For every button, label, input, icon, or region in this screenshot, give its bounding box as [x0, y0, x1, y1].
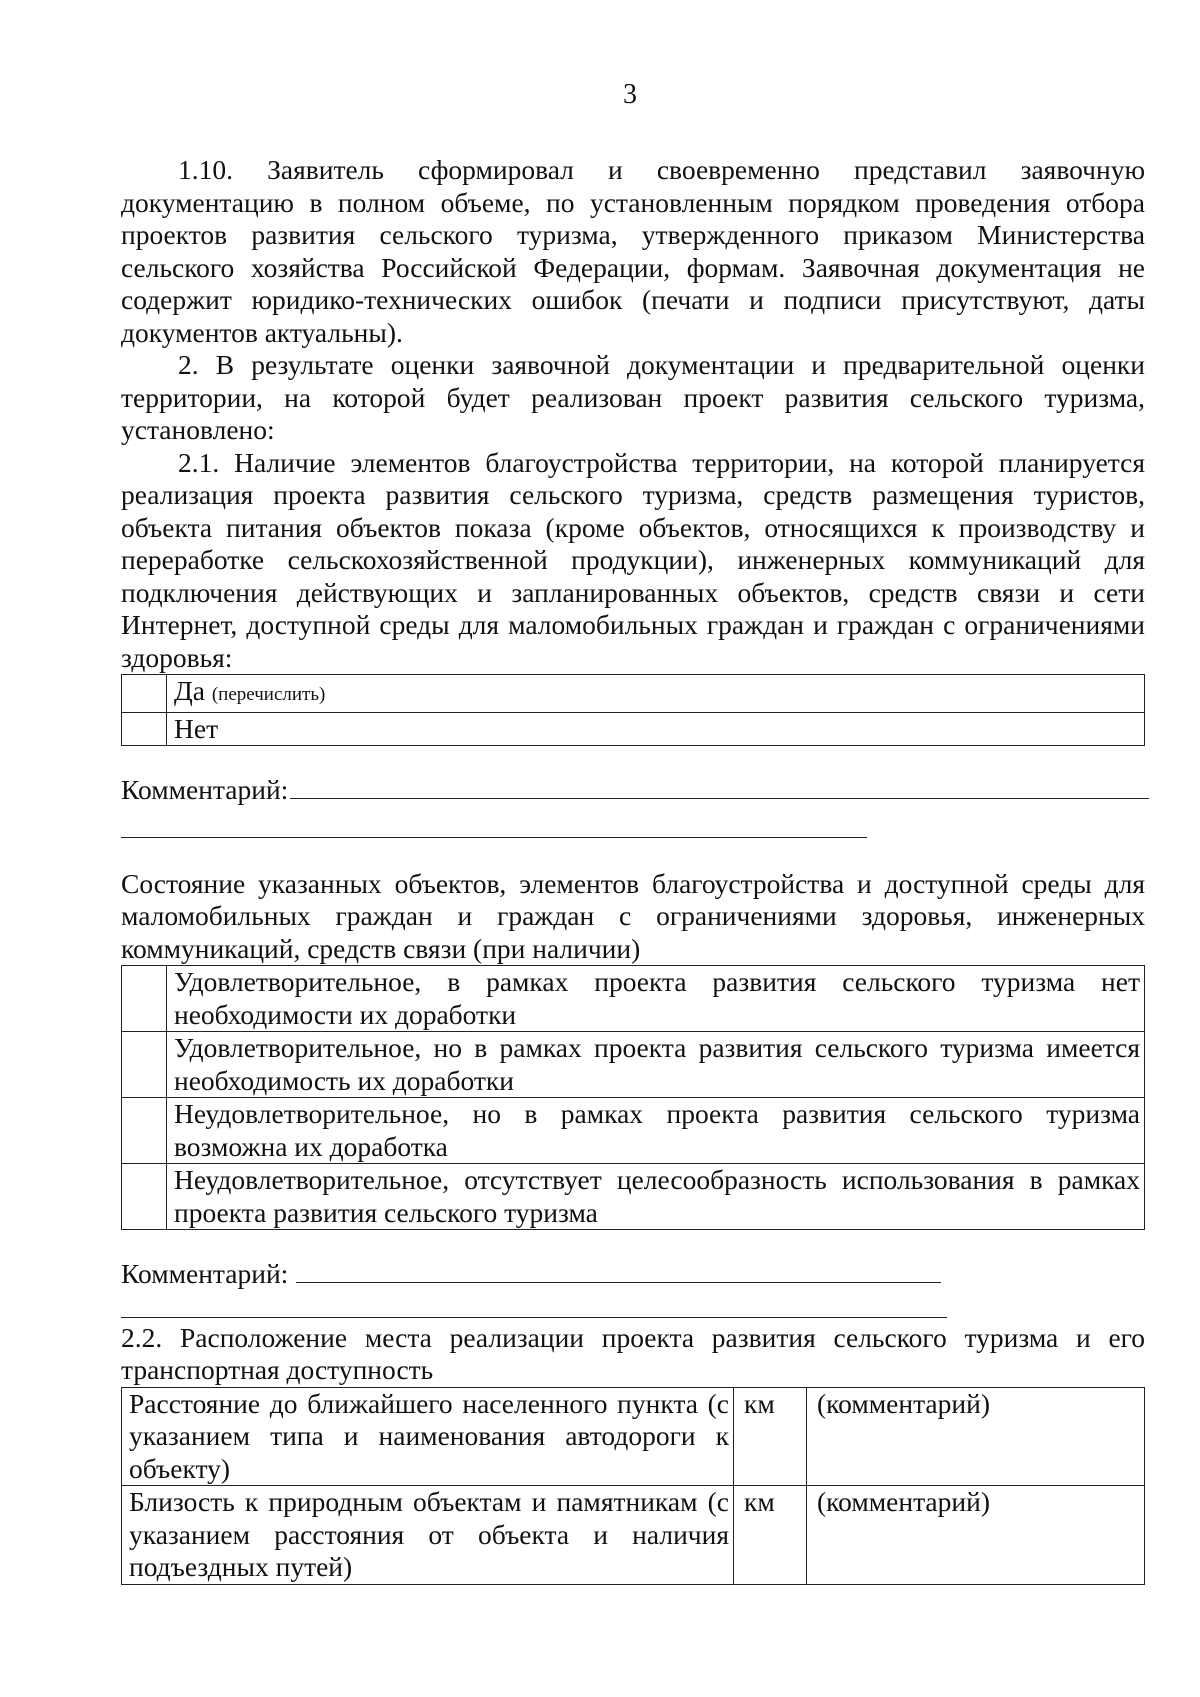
comment-label: Комментарий:: [121, 774, 289, 805]
comment-input-line[interactable]: [290, 774, 1149, 799]
table-row: [122, 966, 1145, 1032]
location-criterion: Расстояние до ближайшего населенного пункта (с указанием типа и наименования автодороги к объекту): [122, 1387, 734, 1486]
comment-cell[interactable]: (комментарий): [807, 1387, 1145, 1486]
state-option: Удовлетворительное, в рамках проекта развития сельского туризма нет необходимости их доработки: [167, 966, 1145, 1032]
comment-continuation-line[interactable]: [121, 807, 867, 838]
table-row: [122, 712, 1145, 746]
page-number: 3: [623, 79, 637, 110]
table-row: [122, 1098, 1145, 1164]
comment-field-1: [121, 774, 1145, 807]
comment-field-2: [121, 1258, 941, 1291]
option-yes: Да (перечислить): [167, 675, 1145, 713]
availability-table: [121, 674, 1145, 746]
checkbox-cell-yes[interactable]: [122, 675, 167, 713]
table-row: [122, 675, 1145, 713]
checkbox-cell-no[interactable]: [122, 712, 167, 746]
location-table: [121, 1387, 1145, 1585]
location-criterion: Близость к природным объектам и памятникам (с указанием расстояния от объекта и наличия подъездных путей): [122, 1486, 734, 1585]
checkbox-cell[interactable]: [122, 1164, 167, 1230]
checkbox-cell[interactable]: [122, 1098, 167, 1164]
comment-label: Комментарий:: [121, 1258, 289, 1289]
table-row: [122, 1032, 1145, 1098]
state-option: Удовлетворительное, но в рамках проекта развития сельского туризма имеется необходимость их доработки: [167, 1032, 1145, 1098]
paragraph-2: 2. В результате оценки заявочной документации и предварительной оценки территории, на которой будет реализован проект развития сельского туризма, установлено:: [121, 349, 1145, 445]
checkbox-cell[interactable]: [122, 966, 167, 1032]
option-no: Нет: [167, 712, 1145, 746]
paragraph-1-10: 1.10. Заявитель сформировал и своевременно представил заявочную документацию в полном объеме, по установленным порядком проведения отбора проектов развития сельского туризма, утвержденного приказом Министерства сельского хозяйства Российской Федерации, формам. Заявочная документация не содержит юридико-технических ошибок (печати и подписи присутствуют, даты документов актуальны).: [121, 154, 1145, 348]
table-row: [122, 1164, 1145, 1230]
comment-continuation-line[interactable]: [121, 1291, 947, 1318]
state-table: [121, 965, 1145, 1230]
comment-input-line[interactable]: [296, 1258, 941, 1283]
state-option: Неудовлетворительное, но в рамках проекта развития сельского туризма возможна их доработка: [167, 1098, 1145, 1164]
paragraph-state: Состояние указанных объектов, элементов благоустройства и доступной среды для маломобильных граждан и граждан с ограничениями здоровья, инженерных коммуникаций, средств связи (при наличии): [121, 867, 1145, 964]
table-row: [122, 1387, 1145, 1486]
state-option: Неудовлетворительное, отсутствует целесообразность использования в рамках проекта развития сельского туризма: [167, 1164, 1145, 1230]
checkbox-cell[interactable]: [122, 1032, 167, 1098]
unit-cell[interactable]: км: [734, 1387, 807, 1486]
document-body: [121, 154, 1145, 1585]
comment-cell[interactable]: (комментарий): [807, 1486, 1145, 1585]
table-row: [122, 1486, 1145, 1585]
unit-cell[interactable]: км: [734, 1486, 807, 1585]
paragraph-2-2: 2.2. Расположение места реализации проекта развития сельского туризма и его транспортная доступность: [121, 1321, 1145, 1385]
paragraph-2-1: 2.1. Наличие элементов благоустройства территории, на которой планируется реализация проекта развития сельского туризма, средств размещения туристов, объекта питания объектов показа (кроме объектов, относящихся к производству и переработке сельскохозяйственной продукции), инженерных коммуникаций для подключения действующих и запланированных объектов, средств связи и сети Интернет, доступной среды для маломобильных граждан и граждан с ограничениями здоровья:: [121, 446, 1145, 673]
